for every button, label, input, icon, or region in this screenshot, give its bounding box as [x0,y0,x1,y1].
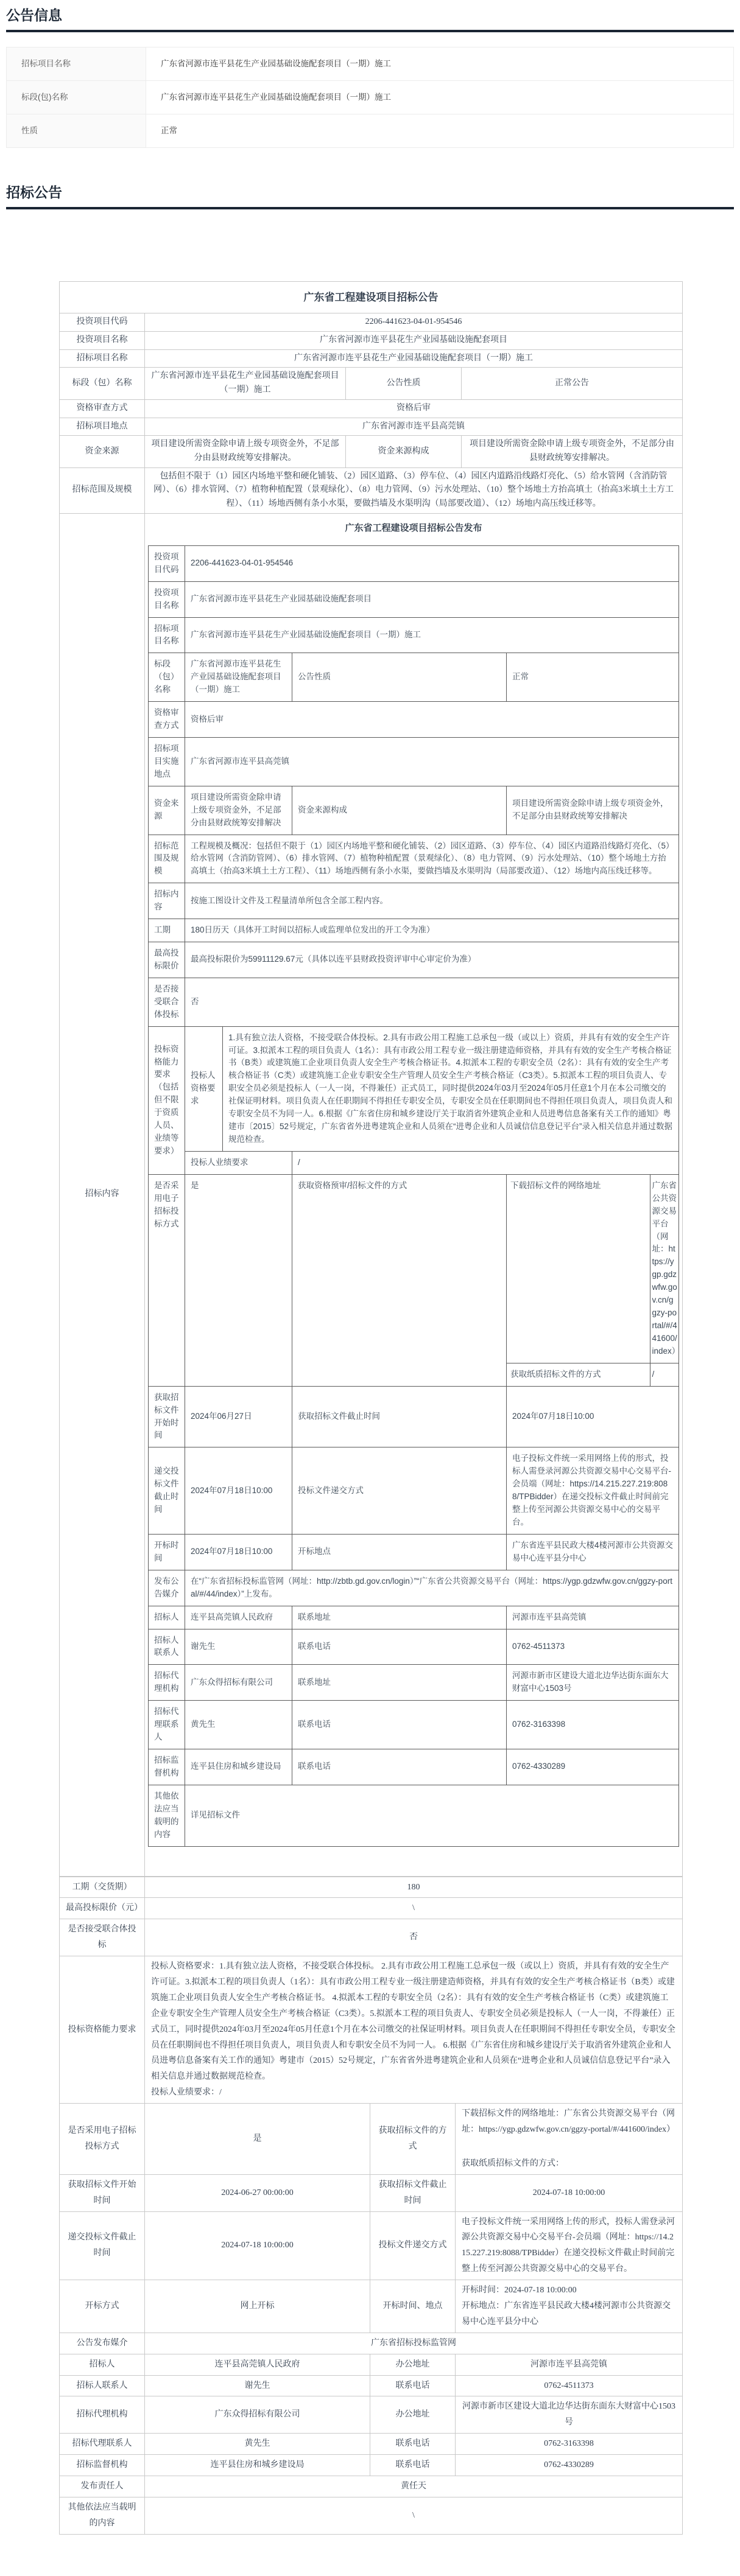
field-value: 项目建设所需资金除申请上级专项资金外，不足部分由县财政统筹安排解决。 [145,436,346,467]
field-value: 0762-4330289 [507,1749,679,1785]
field-label: 联系电话 [292,1749,507,1785]
field-label: 资金来源构成 [346,436,462,467]
field-value: \ [145,1898,683,1919]
download-address-text: 下载招标文件的网络地址：广东省公共资源交易平台（网址：https://ygp.gdzwfw.gov.cn/ggzy-portal/#/441600/index） [462,2109,675,2134]
field-label: 发布责任人 [60,2476,145,2497]
field-value: 否 [185,978,679,1026]
field-value: \ [145,2497,683,2534]
table-row [149,1026,679,1151]
field-value: 资格后审 [145,399,683,418]
field-label: 资格审查方式 [149,702,185,738]
table-row [60,2434,683,2455]
field-value: 连平县高莞镇人民政府 [145,2354,370,2375]
field-label: 联系地址 [292,1606,507,1629]
field-value: 正常 [507,653,679,702]
paper-file-text: 获取纸质招标文件的方式： [462,2158,564,2168]
field-value: / [292,1151,679,1174]
field-label: 最高投标限价（元） [60,1898,145,1919]
field-value: 资格后审 [185,702,679,738]
table-row [60,332,683,350]
table-row [149,1534,679,1570]
qualification-requirements-text: 投标人资格要求：1.具有独立法人资格，不接受联合体投标。 2.具有市政公用工程施工总承包一级（或以上）资质，并具有有效的安全生产许可证。3.拟派本工程的项目负责人（1名）：具有市政公用工程专业一级注册建造师资格，并具有有效的安全生产考核合格证书（B类）或建筑施工企业项目负责人安全生产考核合格证书。 4.拟派本工程的专职安全员（2名）：具有有效的安全生产考核合格证书（C类）或建筑施工企业专职安全生产管理人员安全生产考核合格证（C3类）。5.拟派本工程的项目负责人、专职安全员必须是投标人（一人一岗，不得兼任）正式员工，同时提供2024年03月至2024年05月任意1个月在本公司缴交的社保证明材料。项目负责人在任职期间不得担任专职安全员，专职安全员在任职期间也不得担任项目负责人，项目负责人和专职安全员不为同一人。 6.根据《广东省住房和城乡建设厅关于取消省外建筑企业和人员进粤信息备案有关工作的通知》粤建市（2015）52号规定，广东省省外进粤建筑企业和人员须在“进粤企业和人员诚信信息登记平台”录入相关信息并通过数据规范检查。 [151,1962,675,2082]
table-row [149,1447,679,1535]
field-label: 开标时间、地点 [370,2280,456,2333]
field-label: 是否采用电子招标投标方式 [149,1174,185,1386]
field-label: 标段（包）名称 [149,653,185,702]
table-row [60,2476,683,2497]
field-value: 网上开标 [145,2280,370,2333]
field-label: 招标人联系人 [149,1629,185,1665]
field-value: 在“广东省招标投标监管网（网址：http://zbtb.gd.gov.cn/login）”“广东省公共资源交易平台（网址：https://ygp.gdzwfw.gov.cn/ggzy-portal/#/44/index）”上发布。 [185,1570,679,1606]
table-row [60,2333,683,2354]
field-label: 工期 [149,919,185,942]
field-value: 电子投标文件统一采用网络上传的形式，投标人需登录河源公共资源交易中心交易平台-会员端（网址：https://14.215.227.219:8088/TPBidder）在递交投标文件截止时间前完整上传至河源公共资源交易中心的交易平台。 [507,1447,679,1535]
table-row [149,1701,679,1749]
field-label: 招标项目地点 [60,418,145,436]
table-row [507,1363,679,1385]
field-label: 开标时间 [149,1534,185,1570]
field-label: 招标项目名称 [7,47,146,80]
field-label: 投资项目代码 [60,313,145,332]
field-label: 招标代理联系人 [149,1701,185,1749]
field-label: 投资项目名称 [149,581,185,617]
field-value: 谢先生 [145,2375,370,2396]
field-value: 0762-4511373 [456,2375,683,2396]
field-value: 2024-07-18 10:00:00 [456,2174,683,2211]
field-label: 投标资格能力要求（包括但不限于资质人员、业绩等要求） [149,1026,185,1174]
field-value: 广东省河源市连平县花生产业园基础设施配套项目 [145,332,683,350]
field-value: 黄任天 [145,2476,683,2497]
tender-summary-table [59,1877,683,2535]
table-row [60,467,683,513]
table-row [149,1570,679,1606]
field-label: 联系电话 [292,1629,507,1665]
field-label: 资金来源 [149,786,185,835]
table-row [60,436,683,467]
field-value: 2024年07月18日10:00 [185,1447,292,1535]
table-row [507,1175,679,1363]
field-value: 2024-07-18 10:00:00 [145,2211,370,2280]
field-value: 0762-3163398 [456,2434,683,2455]
field-label: 开标方式 [60,2280,145,2333]
section-divider [6,30,734,32]
field-label: 其他依法应当载明的内容 [149,1785,185,1846]
announcement-info-section-header [0,0,740,32]
field-value: 180 [145,1877,683,1898]
table-row [149,702,679,738]
field-label: 投资项目名称 [60,332,145,350]
field-label: 获取招标文件截止时间 [370,2174,456,2211]
table-row [60,399,683,418]
table-row [149,942,679,978]
section-title: 招标公告 [6,184,62,201]
field-label: 招标代理机构 [149,1665,185,1701]
field-label: 办公地址 [370,2396,456,2434]
field-label: 投标人业绩要求 [185,1151,292,1174]
field-value [456,2104,683,2175]
field-label: 联系地址 [292,1665,507,1701]
field-value: 广东省河源市连平县花生产业园基础设施配套项目（一期）施工 [145,349,683,368]
field-value: 连平县住房和城乡建设局 [185,1749,292,1785]
field-value: 是 [185,1174,292,1386]
field-label: 资金来源 [60,436,145,467]
file-access-table [507,1175,679,1386]
field-label: 获取招标文件的方式 [370,2104,456,2175]
field-label: 招标项目实施地点 [149,737,185,786]
field-value: 是 [145,2104,370,2175]
field-label: 是否采用电子招标投标方式 [60,2104,145,2175]
field-label: 标段(包)名称 [7,80,146,114]
field-value: 详见招标文件 [185,1785,679,1846]
table-row [60,368,683,399]
field-value: 广东省河源市连平县花生产业园基础设施配套项目（一期）施工 [145,368,346,399]
spacer [0,2535,740,2576]
tender-announcement-table [59,281,683,1877]
field-value: 电子投标文件统一采用网络上传的形式，投标人需登录河源公共资源交易中心交易平台-会员端（网址：https://14.215.227.219:8088/TPBidder）在递交投标文件截止时间前完整上传至河源公共资源交易中心的交易平台。 [456,2211,683,2280]
page-title: 公告信息 [6,7,62,23]
field-value: 广东众得招标有限公司 [145,2396,370,2434]
table-row [149,1151,679,1174]
field-label: 获取招标文件开始时间 [149,1386,185,1447]
field-label: 联系电话 [292,1701,507,1749]
field-value [456,2280,683,2333]
table-row [60,2104,683,2175]
field-value: 2024年07月18日10:00 [185,1534,292,1570]
field-value: 项目建设所需资金除申请上级专项资金外，不足部分由县财政统筹安排解决 [507,786,679,835]
field-label: 招标代理联系人 [60,2434,145,2455]
field-label: 招标代理机构 [60,2396,145,2434]
field-label: 办公地址 [370,2354,456,2375]
field-label: 发布公告媒介 [149,1570,185,1606]
field-value: 连平县住房和城乡建设局 [145,2455,370,2476]
field-value: / [650,1363,679,1385]
field-label: 递交投标文件截止时间 [149,1447,185,1535]
table-row [149,1629,679,1665]
field-value: 项目建设所需资金除申请上级专项资金外，不足部分由县财政统筹安排解决。 [462,436,683,467]
table-row [7,80,734,114]
field-value: 2206-441623-04-01-954546 [145,313,683,332]
field-label: 招标项目名称 [60,349,145,368]
field-label: 投标文件递交方式 [370,2211,456,2280]
announcement-info-table [6,47,734,149]
field-label: 招标内容 [60,513,145,1876]
opening-place-text: 开标地点：广东省连平县民政大楼4楼河源市公共资源交易中心连平县分中心 [462,2301,671,2326]
field-label: 招标内容 [149,883,185,919]
field-value: 2206-441623-04-01-954546 [185,545,679,581]
nested-document-title: 广东省工程建设项目招标公告发布 [345,522,482,533]
field-value: 河源市连平县高莞镇 [456,2354,683,2375]
table-row [149,835,679,883]
table-row [149,581,679,617]
field-label: 是否接受联合体投标 [149,978,185,1026]
table-row [60,349,683,368]
field-value: 0762-4511373 [507,1629,679,1665]
field-value: 广东省河源市连平县花生产业园基础设施配套项目（一期）施工 [146,80,734,114]
table-row [60,2211,683,2280]
field-label: 其他依法应当载明的内容 [60,2497,145,2534]
field-value: 广东省河源市连平县花生产业园基础设施配套项目（一期）施工 [185,653,292,702]
table-row [60,2455,683,2476]
field-value: 按施工图设计文件及工程量清单所包含全部工程内容。 [185,883,679,919]
field-label: 招标监督机构 [60,2455,145,2476]
table-row [149,653,679,702]
field-label: 下载招标文件的网络地址 [510,1180,601,1190]
field-label: 招标人 [149,1606,185,1629]
field-value: 广东省招标投标监管网 [145,2333,683,2354]
table-row [149,1665,679,1701]
field-value: 广东省河源市连平县高莞镇 [145,418,683,436]
field-value: 黄先生 [145,2434,370,2455]
table-row [60,2375,683,2396]
field-label: 联系电话 [370,2434,456,2455]
table-row [149,737,679,786]
table-row [60,418,683,436]
field-label: 招标人联系人 [60,2375,145,2396]
field-value: 广东省河源市连平县花生产业园基础设施配套项目（一期）施工 [146,47,734,80]
table-row [60,1956,683,2104]
field-label: 获取招标文件截止时间 [292,1386,507,1447]
table-row [149,1606,679,1629]
tender-notice-section-header [0,177,740,209]
table-row [149,978,679,1026]
field-value: 广东省河源市连平县花生产业园基础设施配套项目（一期）施工 [185,617,679,653]
table-row [60,281,683,313]
field-label: 招标人 [60,2354,145,2375]
file-access-cell [507,1174,679,1386]
field-label: 获取资格预审/招标文件的方式 [292,1174,507,1386]
field-label: 招标项目名称 [149,617,185,653]
field-label: 开标地点 [292,1534,507,1570]
table-row [60,1919,683,1956]
field-label: 投标文件递交方式 [292,1447,507,1535]
field-label: 标段（包）名称 [60,368,145,399]
field-value: 0762-4330289 [456,2455,683,2476]
field-label: 联系电话 [370,2455,456,2476]
table-row [149,1386,679,1447]
field-label: 最高投标限价 [149,942,185,978]
field-value: 广东省河源市连平县花生产业园基础设施配套项目 [185,581,679,617]
table-row [60,313,683,332]
field-value: 包括但不限于（1）园区内场地平整和硬化铺装、（2）园区道路、（3）停车位、（4）园区内道路沿线路灯亮化、（5）给水管网（含消防管网）、（6）排水管网、（7）植物种植配置（景观绿化）、（8）电力管网、（9）污水处理站、（10）整个场地土方抬高填土（抬高3米填土土方工程）、（11）场地西侧有条小水渠，要做挡墙及水渠明沟（局部要改道）、（12）场地内高压线迁移等。 [145,467,683,513]
field-value: 0762-3163398 [507,1701,679,1749]
field-label: 公告发布媒介 [60,2333,145,2354]
field-value: 否 [145,1919,683,1956]
field-label: 招标监督机构 [149,1749,185,1785]
field-value: 项目建设所需资金除申请上级专项资金外，不足部分由县财政统筹安排解决 [185,786,292,835]
table-row [60,2354,683,2375]
field-label: 获取纸质招标文件的方式 [507,1363,650,1385]
field-value: 2024年07月18日10:00 [507,1386,679,1447]
published-announcement-table [148,545,679,1847]
table-row [149,617,679,653]
field-label: 获取招标文件开始时间 [60,2174,145,2211]
table-row [149,1785,679,1846]
nested-announcement-cell [145,513,683,1876]
field-value: 正常 [146,114,734,148]
field-label: 招标范围及规模 [60,467,145,513]
field-value: 广东众得招标有限公司 [185,1665,292,1701]
field-label: 性质 [7,114,146,148]
field-value: 河源市新市区建设大道北边华达街东面东大财富中心1503号 [456,2396,683,2434]
field-value: 最高投标限价为59911129.67元（具体以连平县财政投资评审中心审定价为准） [185,942,679,978]
performance-requirements-text: 投标人业绩要求：/ [151,2088,222,2098]
table-row [149,786,679,835]
field-value: 工程规模及概况：包括但不限于（1）园区内场地平整和硬化铺装、（2）园区道路、（3）停车位、（4）园区内道路沿线路灯亮化、（5）给水管网（含消防管网）、（6）排水管网、（7）植物种植配置（景观绿化）、（8）电力管网、（9）污水处理站、（10）整个场地土方抬高填土（抬高3米填土土方工程）、（11）场地西侧有条小水渠，要做挡墙及水渠明沟（局部要改道）、（12）场地内高压线迁移等。 [185,835,679,883]
spacer [0,209,740,281]
field-value: 1.具有独立法人资格，不接受联合体投标。2.具有市政公用工程施工总承包一级（或以上）资质，并具有有效的安全生产许可证。3.拟派本工程的项目负责人（1名）：具有市政公用工程专业一级注册建造师资格，并具有有效的安全生产考核合格证书（B类）或建筑施工企业项目负责人安全生产考核合格证书。4.拟派本工程的专职安全员（2名）：具有有效的安全生产考核合格证书（C类）或建筑施工企业专职安全生产管理人员安全生产考核合格证（C3类）。5.拟派本工程的项目负责人、专职安全员必须是投标人（一人一岗，不得兼任）正式员工，同时提供2024年03月至2024年05月任意1个月在本公司缴交的社保证明材料。项目负责人在任职期间不得担任专职安全员，专职安全员在任职期间也不得担任项目负责人，项目负责人和专职安全员不为同一人。6.根据《广东省住房和城乡建设厅关于取消省外建筑企业和人员进粤信息备案有关工作的通知》粤建市〔2015〕52号规定，广东省省外进粤建筑企业和人员须在“进粤企业和人员诚信信息登记平台”录入相关信息并通过数据规范检查。 [223,1026,679,1151]
table-row [60,2280,683,2333]
field-label: 联系电话 [370,2375,456,2396]
table-row [149,545,679,581]
table-row [60,2174,683,2211]
table-row [7,114,734,148]
field-value: 广东省连平县民政大楼4楼河源市公共资源交易中心连平县分中心 [507,1534,679,1570]
field-label: 投资项目代码 [149,545,185,581]
table-row [149,883,679,919]
field-value: 谢先生 [185,1629,292,1665]
field-label: 招标范围及规模 [149,835,185,883]
table-row [7,47,734,80]
table-row [149,1749,679,1785]
field-value: 广东省河源市连平县高莞镇 [185,737,679,786]
field-label: 工期（交货期） [60,1877,145,1898]
field-label: 投标资格能力要求 [60,1956,145,2104]
table-row [60,2497,683,2534]
field-value: 2024年06月27日 [185,1386,292,1447]
field-label: 是否接受联合体投标 [60,1919,145,1956]
field-label: 资金来源构成 [292,786,507,835]
field-label: 资格审查方式 [60,399,145,418]
table-row [60,513,683,1876]
field-label: 公告性质 [346,368,462,399]
field-value: 黄先生 [185,1701,292,1749]
table-row [60,2396,683,2434]
field-value: 广东省公共资源交易平台（网址：https://ygp.gdzwfw.gov.cn/ggzy-portal/#/441600/index） [650,1175,679,1363]
field-label: 公告性质 [292,653,507,702]
field-label: 投标人资格要求 [185,1026,223,1151]
field-value [145,1956,683,2104]
table-row [149,919,679,942]
field-label: 递交投标文件截止时间 [60,2211,145,2280]
field-value: 河源市连平县高莞镇 [507,1606,679,1629]
opening-time-text: 开标时间：2024-07-18 10:00:00 [462,2286,577,2295]
field-value: 河源市新市区建设大道北边华达街东面东大财富中心1503号 [507,1665,679,1701]
field-value: 连平县高莞镇人民政府 [185,1606,292,1629]
field-value: 2024-06-27 00:00:00 [145,2174,370,2211]
document-title: 广东省工程建设项目招标公告 [60,281,683,313]
table-row [60,1898,683,1919]
table-row [149,1174,679,1386]
field-value: 正常公告 [462,368,683,399]
field-value: 180日历天（具体开工时间以招标人或监理单位发出的开工令为准） [185,919,679,942]
table-row [60,1877,683,1898]
